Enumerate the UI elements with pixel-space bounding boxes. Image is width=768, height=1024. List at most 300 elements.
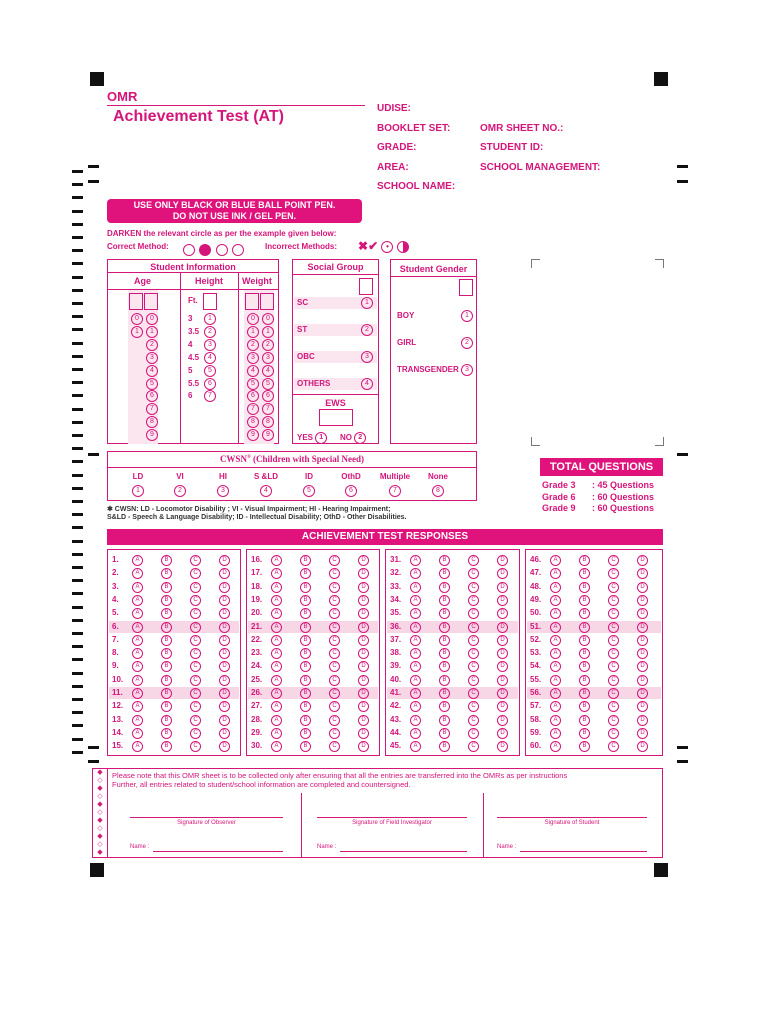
height-bubble[interactable]: 2: [204, 326, 216, 338]
booklet-set-field[interactable]: BOOKLET SET:: [377, 123, 451, 134]
ews-entry-box[interactable]: [319, 409, 353, 426]
answer-bubble[interactable]: C: [190, 688, 201, 699]
weight-units-bubble[interactable]: 6: [262, 390, 274, 402]
answer-bubble[interactable]: C: [608, 568, 619, 579]
answer-bubble[interactable]: B: [161, 582, 172, 593]
answer-bubble[interactable]: C: [329, 741, 340, 752]
answer-bubble[interactable]: C: [608, 661, 619, 672]
answer-bubble[interactable]: C: [329, 648, 340, 659]
answer-bubble[interactable]: A: [271, 688, 282, 699]
answer-bubble[interactable]: D: [637, 595, 648, 606]
answer-bubble[interactable]: C: [329, 675, 340, 686]
weight-tens-bubble[interactable]: 1: [247, 326, 259, 338]
answer-bubble[interactable]: B: [161, 701, 172, 712]
answer-bubble[interactable]: A: [550, 675, 561, 686]
answer-bubble[interactable]: D: [219, 688, 230, 699]
answer-bubble[interactable]: B: [300, 568, 311, 579]
answer-bubble[interactable]: D: [358, 555, 369, 566]
answer-bubble[interactable]: A: [550, 648, 561, 659]
answer-bubble[interactable]: B: [300, 741, 311, 752]
answer-bubble[interactable]: C: [329, 568, 340, 579]
answer-bubble[interactable]: C: [329, 715, 340, 726]
answer-bubble[interactable]: A: [132, 701, 143, 712]
answer-bubble[interactable]: C: [608, 741, 619, 752]
weight-digit-box-2[interactable]: [260, 293, 274, 310]
answer-bubble[interactable]: D: [219, 568, 230, 579]
answer-bubble[interactable]: D: [219, 595, 230, 606]
answer-bubble[interactable]: B: [439, 728, 450, 739]
answer-bubble[interactable]: A: [271, 701, 282, 712]
answer-bubble[interactable]: C: [608, 728, 619, 739]
omr-sheet-no-field[interactable]: OMR SHEET NO.:: [480, 123, 564, 134]
answer-bubble[interactable]: B: [161, 661, 172, 672]
answer-bubble[interactable]: B: [300, 648, 311, 659]
height-bubble[interactable]: 3: [204, 339, 216, 351]
answer-bubble[interactable]: B: [579, 715, 590, 726]
answer-bubble[interactable]: A: [271, 728, 282, 739]
answer-bubble[interactable]: A: [410, 661, 421, 672]
answer-bubble[interactable]: A: [410, 715, 421, 726]
investigator-name-line[interactable]: [340, 851, 467, 852]
cwsn-option-bubble[interactable]: 8: [432, 485, 444, 497]
weight-tens-bubble[interactable]: 5: [247, 378, 259, 390]
answer-bubble[interactable]: B: [439, 568, 450, 579]
answer-bubble[interactable]: C: [190, 595, 201, 606]
answer-bubble[interactable]: A: [132, 582, 143, 593]
answer-bubble[interactable]: B: [300, 622, 311, 633]
answer-bubble[interactable]: C: [468, 675, 479, 686]
age-units-bubble[interactable]: 1: [146, 326, 158, 338]
answer-bubble[interactable]: A: [132, 555, 143, 566]
answer-bubble[interactable]: A: [410, 648, 421, 659]
answer-bubble[interactable]: C: [329, 661, 340, 672]
answer-bubble[interactable]: A: [132, 635, 143, 646]
answer-bubble[interactable]: D: [497, 568, 508, 579]
school-name-field[interactable]: SCHOOL NAME:: [377, 181, 456, 192]
answer-bubble[interactable]: C: [468, 728, 479, 739]
answer-bubble[interactable]: C: [468, 608, 479, 619]
answer-bubble[interactable]: C: [608, 715, 619, 726]
answer-bubble[interactable]: B: [300, 728, 311, 739]
answer-bubble[interactable]: B: [161, 688, 172, 699]
answer-bubble[interactable]: D: [219, 648, 230, 659]
answer-bubble[interactable]: A: [132, 728, 143, 739]
answer-bubble[interactable]: A: [410, 608, 421, 619]
answer-bubble[interactable]: B: [300, 688, 311, 699]
age-units-bubble[interactable]: 2: [146, 339, 158, 351]
observer-sign-line[interactable]: [130, 817, 283, 818]
answer-bubble[interactable]: B: [439, 661, 450, 672]
answer-bubble[interactable]: B: [161, 595, 172, 606]
student-name-line[interactable]: [520, 851, 647, 852]
answer-bubble[interactable]: C: [329, 608, 340, 619]
answer-bubble[interactable]: C: [190, 715, 201, 726]
answer-bubble[interactable]: A: [132, 595, 143, 606]
answer-bubble[interactable]: C: [190, 728, 201, 739]
answer-bubble[interactable]: B: [439, 701, 450, 712]
answer-bubble[interactable]: C: [468, 715, 479, 726]
ews-yes-option[interactable]: [297, 432, 327, 444]
answer-bubble[interactable]: A: [271, 715, 282, 726]
answer-bubble[interactable]: D: [497, 595, 508, 606]
height-bubble[interactable]: 5: [204, 365, 216, 377]
student-sign-line[interactable]: [497, 817, 647, 818]
answer-bubble[interactable]: D: [637, 622, 648, 633]
answer-bubble[interactable]: D: [497, 715, 508, 726]
answer-bubble[interactable]: A: [410, 635, 421, 646]
answer-bubble[interactable]: A: [132, 688, 143, 699]
answer-bubble[interactable]: A: [132, 608, 143, 619]
answer-bubble[interactable]: D: [637, 635, 648, 646]
answer-bubble[interactable]: B: [161, 555, 172, 566]
answer-bubble[interactable]: B: [439, 648, 450, 659]
answer-bubble[interactable]: A: [410, 622, 421, 633]
weight-units-bubble[interactable]: 2: [262, 339, 274, 351]
answer-bubble[interactable]: B: [300, 675, 311, 686]
answer-bubble[interactable]: C: [190, 622, 201, 633]
answer-bubble[interactable]: B: [579, 608, 590, 619]
age-units-bubble[interactable]: 4: [146, 365, 158, 377]
answer-bubble[interactable]: A: [550, 582, 561, 593]
weight-units-bubble[interactable]: 5: [262, 378, 274, 390]
answer-bubble[interactable]: D: [358, 688, 369, 699]
age-units-bubble[interactable]: 0: [146, 313, 158, 325]
answer-bubble[interactable]: A: [271, 622, 282, 633]
answer-bubble[interactable]: B: [579, 728, 590, 739]
answer-bubble[interactable]: B: [300, 715, 311, 726]
answer-bubble[interactable]: D: [358, 568, 369, 579]
weight-tens-bubble[interactable]: 9: [247, 429, 259, 441]
answer-bubble[interactable]: C: [608, 701, 619, 712]
answer-bubble[interactable]: C: [190, 661, 201, 672]
answer-bubble[interactable]: B: [439, 582, 450, 593]
gender-option-bubble[interactable]: 3: [461, 364, 473, 376]
weight-tens-bubble[interactable]: 4: [247, 365, 259, 377]
gender-option-bubble[interactable]: 2: [461, 337, 473, 349]
answer-bubble[interactable]: D: [358, 715, 369, 726]
answer-bubble[interactable]: D: [497, 688, 508, 699]
answer-bubble[interactable]: D: [637, 715, 648, 726]
answer-bubble[interactable]: B: [579, 675, 590, 686]
answer-bubble[interactable]: D: [219, 715, 230, 726]
answer-bubble[interactable]: C: [608, 608, 619, 619]
answer-bubble[interactable]: D: [358, 608, 369, 619]
answer-bubble[interactable]: D: [219, 608, 230, 619]
weight-units-bubble[interactable]: 0: [262, 313, 274, 325]
answer-bubble[interactable]: D: [637, 701, 648, 712]
answer-bubble[interactable]: D: [219, 675, 230, 686]
answer-bubble[interactable]: C: [608, 555, 619, 566]
grade-field[interactable]: GRADE:: [377, 142, 417, 153]
answer-bubble[interactable]: D: [358, 741, 369, 752]
answer-bubble[interactable]: D: [637, 741, 648, 752]
answer-bubble[interactable]: A: [410, 688, 421, 699]
answer-bubble[interactable]: B: [439, 555, 450, 566]
investigator-sign-line[interactable]: [317, 817, 467, 818]
answer-bubble[interactable]: A: [271, 568, 282, 579]
cwsn-option-bubble[interactable]: 3: [217, 485, 229, 497]
social-option-bubble[interactable]: 2: [361, 324, 373, 336]
cwsn-option-bubble[interactable]: 7: [389, 485, 401, 497]
answer-bubble[interactable]: C: [329, 555, 340, 566]
answer-bubble[interactable]: D: [637, 728, 648, 739]
answer-bubble[interactable]: C: [468, 568, 479, 579]
answer-bubble[interactable]: B: [579, 741, 590, 752]
answer-bubble[interactable]: A: [132, 661, 143, 672]
answer-bubble[interactable]: A: [410, 555, 421, 566]
answer-bubble[interactable]: A: [550, 661, 561, 672]
answer-bubble[interactable]: D: [219, 635, 230, 646]
answer-bubble[interactable]: A: [550, 635, 561, 646]
observer-name-line[interactable]: [153, 851, 283, 852]
answer-bubble[interactable]: C: [190, 568, 201, 579]
answer-bubble[interactable]: B: [579, 595, 590, 606]
age-units-bubble[interactable]: 7: [146, 403, 158, 415]
answer-bubble[interactable]: B: [300, 701, 311, 712]
answer-bubble[interactable]: B: [579, 568, 590, 579]
answer-bubble[interactable]: C: [329, 595, 340, 606]
answer-bubble[interactable]: A: [410, 701, 421, 712]
answer-bubble[interactable]: D: [219, 741, 230, 752]
answer-bubble[interactable]: B: [579, 622, 590, 633]
answer-bubble[interactable]: A: [550, 622, 561, 633]
height-bubble[interactable]: 4: [204, 352, 216, 364]
answer-bubble[interactable]: D: [497, 608, 508, 619]
answer-bubble[interactable]: A: [410, 728, 421, 739]
answer-bubble[interactable]: C: [468, 635, 479, 646]
answer-bubble[interactable]: D: [358, 595, 369, 606]
weight-tens-bubble[interactable]: 6: [247, 390, 259, 402]
age-units-bubble[interactable]: 5: [146, 378, 158, 390]
answer-bubble[interactable]: C: [468, 555, 479, 566]
height-bubble[interactable]: 1: [204, 313, 216, 325]
answer-bubble[interactable]: A: [550, 688, 561, 699]
answer-bubble[interactable]: A: [550, 608, 561, 619]
answer-bubble[interactable]: B: [579, 555, 590, 566]
answer-bubble[interactable]: B: [161, 728, 172, 739]
social-option-bubble[interactable]: 3: [361, 351, 373, 363]
school-management-field[interactable]: SCHOOL MANAGEMENT:: [480, 162, 601, 173]
weight-units-bubble[interactable]: 3: [262, 352, 274, 364]
answer-bubble[interactable]: B: [439, 608, 450, 619]
answer-bubble[interactable]: B: [439, 715, 450, 726]
answer-bubble[interactable]: A: [550, 728, 561, 739]
answer-bubble[interactable]: D: [497, 661, 508, 672]
answer-bubble[interactable]: B: [161, 648, 172, 659]
answer-bubble[interactable]: B: [579, 688, 590, 699]
weight-units-bubble[interactable]: 4: [262, 365, 274, 377]
answer-bubble[interactable]: B: [439, 635, 450, 646]
answer-bubble[interactable]: B: [300, 608, 311, 619]
cwsn-option-bubble[interactable]: 6: [345, 485, 357, 497]
answer-bubble[interactable]: A: [550, 701, 561, 712]
answer-bubble[interactable]: C: [608, 622, 619, 633]
answer-bubble[interactable]: D: [637, 661, 648, 672]
answer-bubble[interactable]: B: [579, 635, 590, 646]
answer-bubble[interactable]: A: [550, 568, 561, 579]
udise-field[interactable]: UDISE:: [377, 103, 411, 114]
height-bubble[interactable]: 6: [204, 378, 216, 390]
answer-bubble[interactable]: D: [497, 648, 508, 659]
answer-bubble[interactable]: D: [497, 555, 508, 566]
weight-units-bubble[interactable]: 1: [262, 326, 274, 338]
answer-bubble[interactable]: C: [468, 741, 479, 752]
age-tens-bubble[interactable]: 0: [131, 313, 143, 325]
social-option-bubble[interactable]: 4: [361, 378, 373, 390]
answer-bubble[interactable]: A: [550, 555, 561, 566]
cwsn-option-bubble[interactable]: 2: [174, 485, 186, 497]
answer-bubble[interactable]: D: [219, 582, 230, 593]
answer-bubble[interactable]: C: [468, 595, 479, 606]
answer-bubble[interactable]: B: [300, 661, 311, 672]
answer-bubble[interactable]: B: [300, 635, 311, 646]
answer-bubble[interactable]: A: [550, 595, 561, 606]
answer-bubble[interactable]: D: [358, 701, 369, 712]
answer-bubble[interactable]: B: [161, 715, 172, 726]
social-group-entry-box[interactable]: [359, 278, 373, 295]
answer-bubble[interactable]: A: [132, 715, 143, 726]
answer-bubble[interactable]: A: [271, 635, 282, 646]
answer-bubble[interactable]: C: [468, 701, 479, 712]
answer-bubble[interactable]: C: [608, 648, 619, 659]
answer-bubble[interactable]: D: [219, 622, 230, 633]
answer-bubble[interactable]: A: [550, 715, 561, 726]
answer-bubble[interactable]: C: [608, 675, 619, 686]
weight-tens-bubble[interactable]: 0: [247, 313, 259, 325]
answer-bubble[interactable]: C: [329, 701, 340, 712]
answer-bubble[interactable]: B: [161, 568, 172, 579]
answer-bubble[interactable]: D: [497, 741, 508, 752]
answer-bubble[interactable]: C: [329, 635, 340, 646]
answer-bubble[interactable]: B: [439, 595, 450, 606]
answer-bubble[interactable]: D: [358, 635, 369, 646]
answer-bubble[interactable]: D: [497, 582, 508, 593]
answer-bubble[interactable]: B: [579, 701, 590, 712]
answer-bubble[interactable]: C: [190, 741, 201, 752]
cwsn-option-bubble[interactable]: 5: [303, 485, 315, 497]
answer-bubble[interactable]: C: [608, 688, 619, 699]
answer-bubble[interactable]: C: [190, 635, 201, 646]
answer-bubble[interactable]: B: [579, 582, 590, 593]
answer-bubble[interactable]: B: [161, 622, 172, 633]
social-option-bubble[interactable]: 1: [361, 297, 373, 309]
answer-bubble[interactable]: B: [300, 595, 311, 606]
answer-bubble[interactable]: A: [271, 675, 282, 686]
age-units-bubble[interactable]: 9: [146, 429, 158, 441]
answer-bubble[interactable]: B: [579, 661, 590, 672]
ews-yes-bubble[interactable]: 1: [315, 432, 327, 444]
answer-bubble[interactable]: B: [161, 741, 172, 752]
answer-bubble[interactable]: A: [271, 582, 282, 593]
height-bubble[interactable]: 7: [204, 390, 216, 402]
answer-bubble[interactable]: D: [219, 728, 230, 739]
answer-bubble[interactable]: C: [190, 582, 201, 593]
answer-bubble[interactable]: C: [468, 582, 479, 593]
answer-bubble[interactable]: C: [329, 582, 340, 593]
answer-bubble[interactable]: D: [637, 568, 648, 579]
weight-tens-bubble[interactable]: 7: [247, 403, 259, 415]
answer-bubble[interactable]: C: [468, 648, 479, 659]
answer-bubble[interactable]: C: [608, 582, 619, 593]
answer-bubble[interactable]: D: [358, 582, 369, 593]
answer-bubble[interactable]: B: [161, 675, 172, 686]
answer-bubble[interactable]: A: [132, 568, 143, 579]
answer-bubble[interactable]: B: [439, 688, 450, 699]
weight-units-bubble[interactable]: 8: [262, 416, 274, 428]
weight-tens-bubble[interactable]: 2: [247, 339, 259, 351]
ews-no-bubble[interactable]: 2: [354, 432, 366, 444]
answer-bubble[interactable]: C: [190, 701, 201, 712]
answer-bubble[interactable]: D: [219, 555, 230, 566]
area-field[interactable]: AREA:: [377, 162, 409, 173]
answer-bubble[interactable]: A: [550, 741, 561, 752]
age-units-bubble[interactable]: 8: [146, 416, 158, 428]
answer-bubble[interactable]: B: [300, 555, 311, 566]
answer-bubble[interactable]: D: [497, 728, 508, 739]
answer-bubble[interactable]: D: [497, 622, 508, 633]
answer-bubble[interactable]: A: [271, 648, 282, 659]
answer-bubble[interactable]: C: [608, 595, 619, 606]
answer-bubble[interactable]: D: [358, 661, 369, 672]
weight-digit-box-1[interactable]: [245, 293, 259, 310]
cwsn-option-bubble[interactable]: 1: [132, 485, 144, 497]
ews-no-option[interactable]: [340, 432, 366, 444]
answer-bubble[interactable]: C: [190, 675, 201, 686]
answer-bubble[interactable]: B: [439, 741, 450, 752]
weight-units-bubble[interactable]: 9: [262, 429, 274, 441]
answer-bubble[interactable]: B: [300, 582, 311, 593]
answer-bubble[interactable]: C: [329, 622, 340, 633]
answer-bubble[interactable]: C: [468, 688, 479, 699]
answer-bubble[interactable]: B: [161, 635, 172, 646]
answer-bubble[interactable]: A: [132, 648, 143, 659]
answer-bubble[interactable]: D: [497, 675, 508, 686]
gender-option-bubble[interactable]: 1: [461, 310, 473, 322]
answer-bubble[interactable]: C: [468, 661, 479, 672]
age-units-bubble[interactable]: 3: [146, 352, 158, 364]
answer-bubble[interactable]: A: [410, 675, 421, 686]
answer-bubble[interactable]: D: [358, 622, 369, 633]
answer-bubble[interactable]: B: [439, 622, 450, 633]
answer-bubble[interactable]: D: [637, 648, 648, 659]
answer-bubble[interactable]: D: [497, 701, 508, 712]
answer-bubble[interactable]: C: [468, 622, 479, 633]
weight-units-bubble[interactable]: 7: [262, 403, 274, 415]
answer-bubble[interactable]: C: [190, 555, 201, 566]
answer-bubble[interactable]: D: [637, 608, 648, 619]
answer-bubble[interactable]: D: [358, 728, 369, 739]
answer-bubble[interactable]: D: [637, 555, 648, 566]
age-digit-box-2[interactable]: [144, 293, 158, 310]
answer-bubble[interactable]: C: [190, 608, 201, 619]
answer-bubble[interactable]: D: [497, 635, 508, 646]
answer-bubble[interactable]: A: [410, 568, 421, 579]
answer-bubble[interactable]: A: [132, 622, 143, 633]
answer-bubble[interactable]: A: [132, 741, 143, 752]
height-digit-box[interactable]: [203, 293, 217, 310]
answer-bubble[interactable]: A: [410, 595, 421, 606]
age-tens-bubble[interactable]: 1: [131, 326, 143, 338]
answer-bubble[interactable]: C: [190, 648, 201, 659]
answer-bubble[interactable]: A: [271, 608, 282, 619]
answer-bubble[interactable]: C: [329, 728, 340, 739]
answer-bubble[interactable]: A: [271, 595, 282, 606]
answer-bubble[interactable]: C: [329, 688, 340, 699]
answer-bubble[interactable]: A: [132, 675, 143, 686]
answer-bubble[interactable]: D: [219, 661, 230, 672]
answer-bubble[interactable]: D: [219, 701, 230, 712]
gender-entry-box[interactable]: [459, 279, 473, 296]
